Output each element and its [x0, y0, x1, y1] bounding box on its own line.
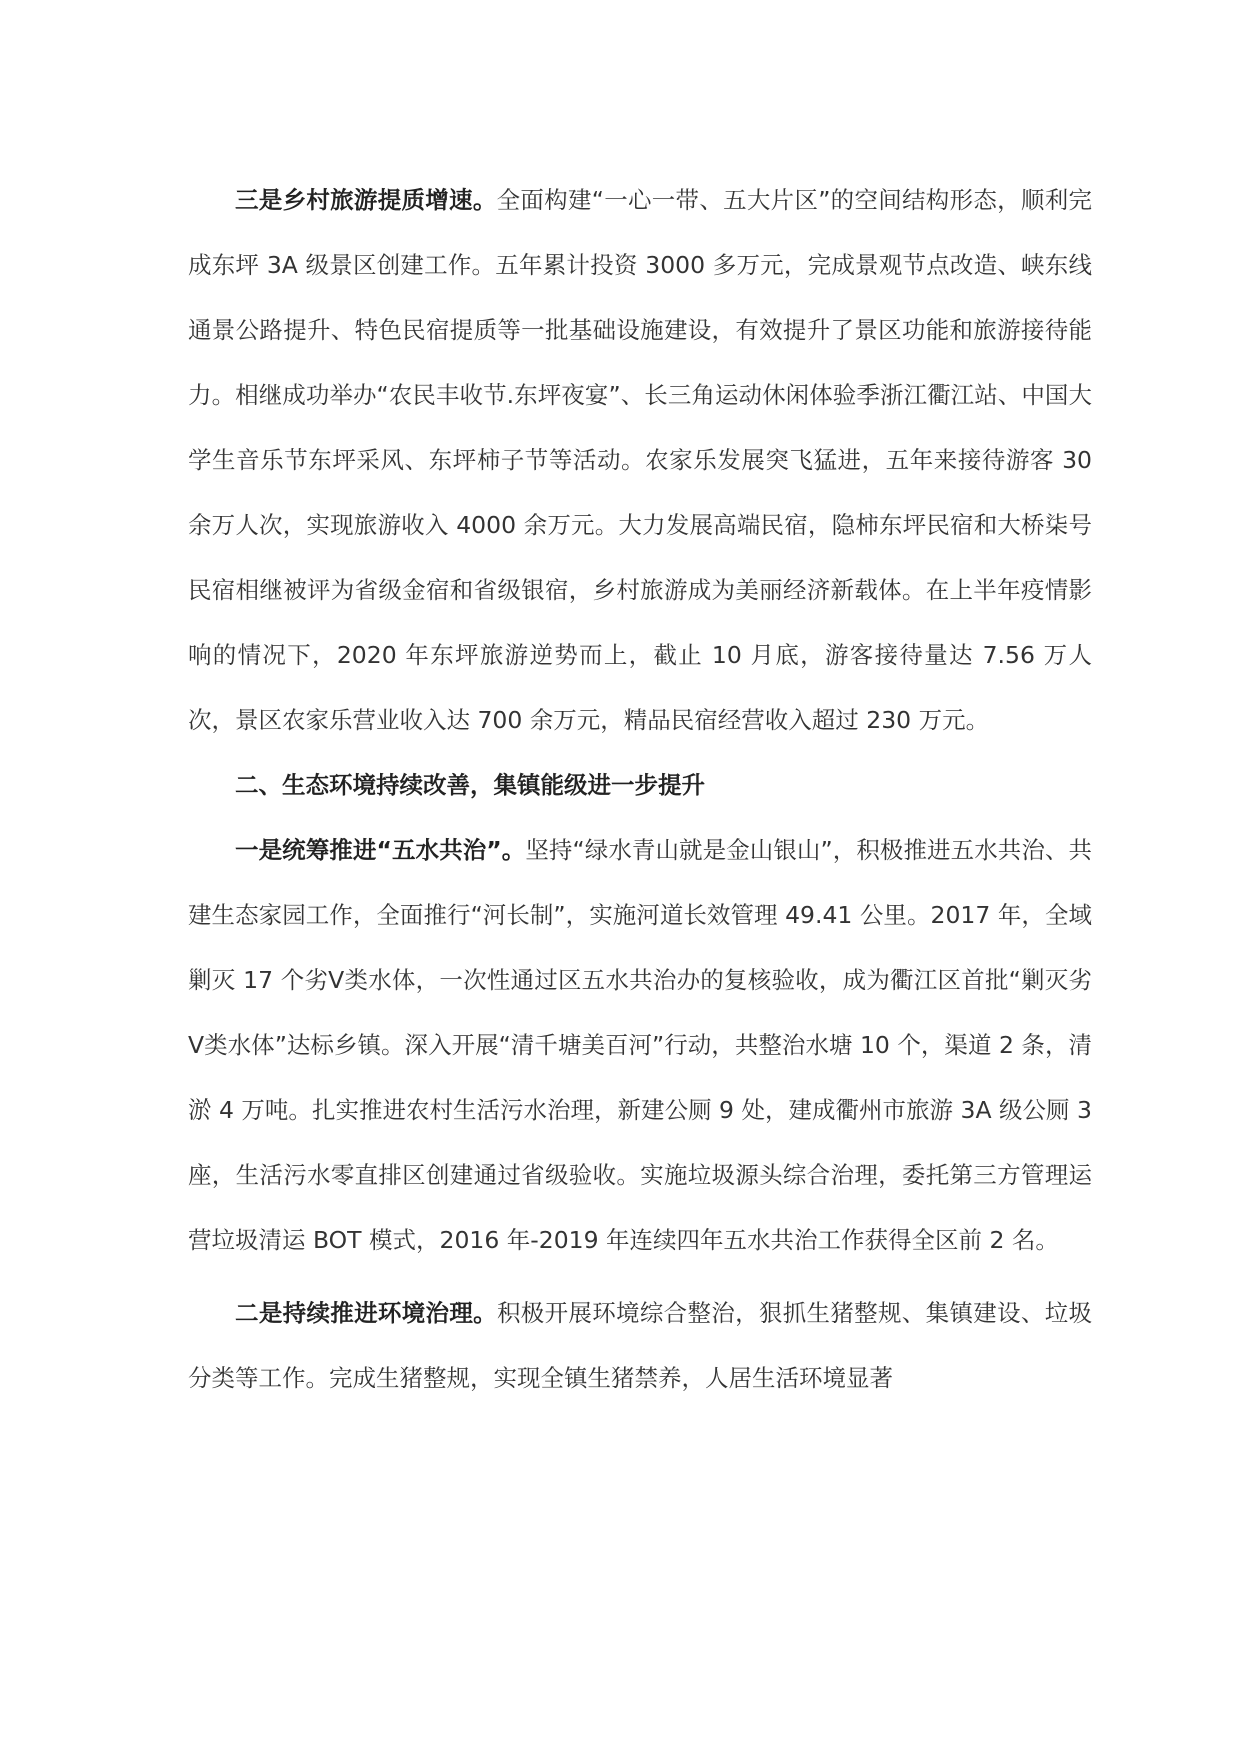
paragraph-environment: [188, 1281, 1092, 1411]
paragraph-water-governance: [188, 818, 1092, 1273]
paragraph-lead: 三是乡村旅游提质增速。: [235, 186, 497, 214]
paragraph-text: 坚持“绿水青山就是金山银山”，积极推进五水共治、共建生态家园工作，全面推行“河长制”，实施河道长效管理 49.41 公里。2017 年，全域剿灭 17 个劣Ⅴ类水体，一次性通过区五水共治办的复核验收，成为衢江区首批“剿灭劣Ⅴ类水体”达标乡镇。深入开展“清千塘美百河”行动，共整治水塘 10 个，渠道 2 条，清淤 4 万吨。扎实推进农村生活污水治理，新建公厕 9 处，建成衢州市旅游 3A 级公厕 3 座，生活污水零直排区创建通过省级验收。实施垃圾源头综合治理，委托第三方管理运营垃圾清运 BOT 模式，2016 年-2019 年连续四年五水共治工作获得全区前 2 名。: [188, 836, 1092, 1254]
section-heading: 二、生态环境持续改善，集镇能级进一步提升: [235, 771, 705, 799]
document-page: [188, 168, 1092, 1411]
paragraph-lead: 一是统筹推进“五水共治”。: [235, 836, 526, 864]
paragraph-text: 积极开展环境综合整治，狠抓生猪整规、集镇建设、垃圾分类等工作。完成生猪整规，实现全镇生猪禁养，人居生活环境显著: [188, 1299, 1093, 1392]
paragraph-rural-tourism: [188, 168, 1092, 753]
paragraph-lead: 二是持续推进环境治理。: [235, 1299, 497, 1327]
paragraph-text: 全面构建“一心一带、五大片区”的空间结构形态，顺利完成东坪 3A 级景区创建工作。五年累计投资 3000 多万元，完成景观节点改造、峡东线通景公路提升、特色民宿提质等一批基础设施建设，有效提升了景区功能和旅游接待能力。相继成功举办“农民丰收节.东坪夜宴”、长三角运动休闲体验季浙江衢江站、中国大学生音乐节东坪采风、东坪柿子节等活动。农家乐发展突飞猛进，五年来接待游客 30 余万人次，实现旅游收入 4000 余万元。大力发展高端民宿，隐柿东坪民宿和大桥柒号民宿相继被评为省级金宿和省级银宿，乡村旅游成为美丽经济新载体。在上半年疫情影响的情况下，2020 年东坪旅游逆势而上，截止 10 月底，游客接待量达 7.56 万人次，景区农家乐营业收入达 700 余万元，精品民宿经营收入超过 230 万元。: [188, 186, 1092, 734]
